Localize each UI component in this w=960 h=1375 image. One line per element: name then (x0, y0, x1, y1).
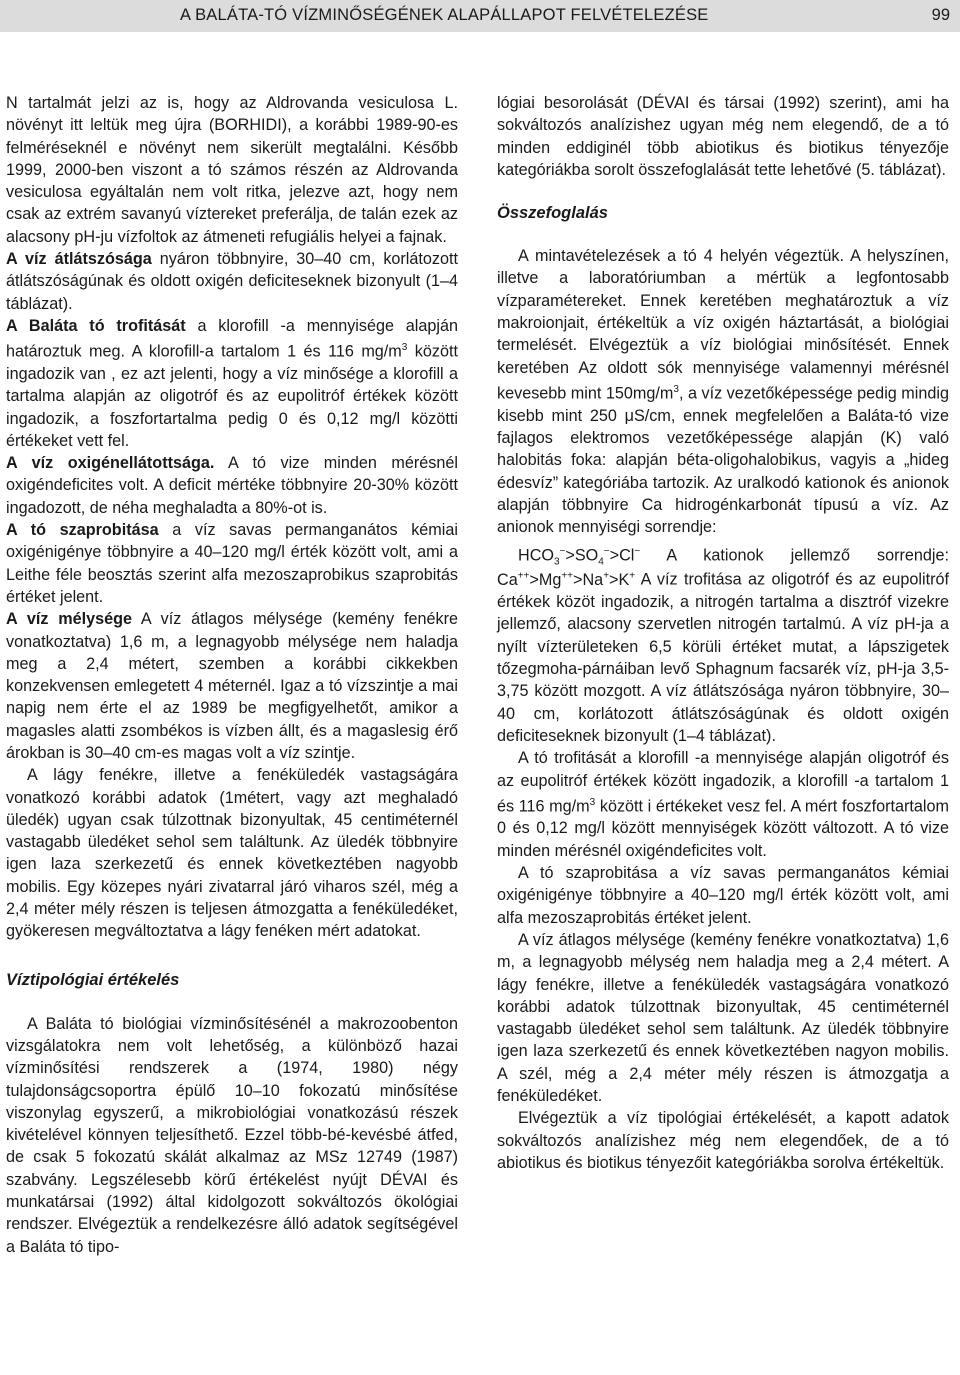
page-number: 99 (931, 6, 950, 24)
right-column (497, 92, 949, 1174)
left-column (6, 92, 458, 1258)
cation-order-formula: Ca++>Mg++>Na+>K+ (497, 570, 636, 589)
paragraph: A tó szaprobitása a víz savas permanganátos kémiai oxigénigénye többnyire a 40–120 mg/l érték között volt, ami a Leithe féle beosztás szerint alfa mezoszaprobikus szaprobitás értéket jelent. (6, 521, 458, 606)
paragraph: A víz oxigénellátottsága. A tó vize minden mérésnél oxigéndeficites volt. A deficit mértéke többnyire 20-30% között ingadozott, de néha meghaladta a 80%-ot is. (6, 454, 458, 517)
section-heading-osszefoglalas: Összefoglalás (497, 204, 608, 223)
anion-order-formula: $HCO_3^->SO_4^->Cl^-$ A kationok jellemző sorrendje: (518, 546, 949, 569)
running-title: A BALÁTA-TÓ VÍZMINŐSÉGÉNEK ALAPÁLLAPOT FELVÉTELEZÉSE (180, 6, 709, 24)
paragraph: A mintavételezések a tó 4 helyén végeztük. A helyszínen, illetve a laboratóriumban a mértük a legfontosabb vízparamétereket. Ennek keretében meghatároztuk a víz makroionjait, értékeltük a víz oxigén háztartását, a biológiai termelését. Elvégeztük a víz biológiai minősítését. Ennek keretében Az oldott sók mennyisége valamennyi mérésnél kevesebb mint $150mg/m^3$, a víz vezetőképessége pedig mindig kisebb mint 250 μS/cm, ennek megfelelően a Baláta-tó vize fajlagos elektromos vezetőképessége alapján (K) való halobitás foka: alapján béta-oligohalobikus, vagyis a „hideg édesvíz” kategóriába tartozik. Az uralkodó kationok és anionok alapján többnyire Ca hidrogénkarbonát típusú a víz. Az anionok mennyiségi sorrendje: $HCO_3^->SO_4^->Cl^-$ A kationok jellemző sorrendje: Ca++>Mg++>Na+>K+ A víz trofitása az oligotróf és az eupolitróf értékek közöt ingadozik, a nitrogén tartalma a disztróf vizekre jellemző, alacsony szervetlen nitrogén tartalmú. A víz pH-ja a nyílt vízterületeken 6,5 körüli értéket mutat, a lápszigetek tőzegmoha-párnáiban levő Sphagnum facsarék víz, pH-ja 3,5-3,75 között mozgott. A víz átlátszósága nyáron többnyire, 30–40 cm, korlátozott átlátszóságúnak és oldott oxigén deficiteseknek bizonyult (1–4 táblázat). (497, 247, 949, 745)
paragraph: A lágy fenékre, illetve a fenéküledék vastagságára vonatkozó korábbi adatok (1métert, vagy azt meghaladó üledék) ugyan csak túlzottnak bizonyultak, 45 centiméternél vastagabb üledéket sehol sem találtunk. Az üledék többnyire igen laza szerkezetű és ennek következtében nagyobb mobilis. Egy közepes nyári zivatarral járó viharos szél, még a 2,4 méter mély részen is teljesen átmozgatta a fenéküledéket, gyökeresen megváltoztatva a lágy fenéken mért adatokat. (6, 766, 458, 941)
section-heading-viztipologia: Víztipológiai értékelés (6, 970, 180, 989)
paragraph: A víz átlagos mélysége (kemény fenékre vonatkoztatva) 1,6 m, a legnagyobb mélység nem haladja meg a 2,4 métert. A lágy fenékre, illetve a fenéküledék vastagságára vonatkozó korábbi adatok túlzottnak bizonyultak, 45 centiméternél vastagabb üledéket sehol sem találtunk. Az üledék többnyire igen laza szerkezetű és ennek következtében nagyon mobilis. A szél, még a 2,4 méter mély részen is átmozgatja a fenéküledéket. (497, 930, 949, 1106)
paragraph: lógiai besorolását (DÉVAI és társai (1992) szerint), ami ha sokváltozós analízishez ugyan még nem elegendő, de a tó minden eddiginél több abiotikus és biotikus tényezője kategóriákba sorolt összefoglalását tette lehetővé (5. táblázat). (497, 94, 949, 179)
paragraph: A Baláta tó trofitását a klorofill -a mennyisége alapján határoztuk meg. A klorofill-a tartalom 1 és 116 $mg/m^3$ között ingadozik van , ez azt jelenti, hogy a víz minősége a klorofill a tartalma alapján az oligotróf és az eupolitróf értékek között ingadozik, a foszfortartalma pedig 0 és 0,12 mg/l közötti értékeket vett fel. (6, 316, 459, 450)
running-header (0, 0, 960, 32)
paragraph: A tó trofitását a klorofill -a mennyisége alapján oligotróf és az eupolitróf értékek között ingadozik, a klorofill -a tartalom 1 és 116 $mg/m^3$ között i értékeket vesz fel. A mért foszfortartalom 0 és 0,12 mg/l között mennyiségek között változott. A tó vize minden mérésnél oxigéndeficites volt. (497, 749, 949, 860)
paragraph: A víz átlátszósága nyáron többnyire, 30–40 cm, korlátozott átlátszóságúnak és oldott oxigén deficiteseknek bizonyult (1–4 táblázat). (6, 250, 459, 313)
paragraph: A tó szaprobitása a víz savas permanganátos kémiai oxigénigénye többnyire a 40–120 mg/l érték között volt, ami alfa mezoszaprobitás értéket jelent. (497, 864, 949, 927)
paragraph: Elvégeztük a víz tipológiai értékelését, a kapott adatok sokváltozós analízishez még nem elegendőek, de a tó abiotikus és biotikus tényezőit kategóriákba sorolva értékeltük. (497, 1109, 949, 1172)
paragraph: A víz mélysége A víz átlagos mélysége (kemény fenékre vonatkoztatva) 1,6 m, a legnagyobb mélysége nem haladja meg a 2,4 métert, szemben a korábbi cikkekben konzekvensen emlegetett 4 méternél. Igaz a tó vízszintje a mai napig nem érte el az 1989 be megfigyelhetőt, amikor a magasles alatti zsombékos is vízben állt, és a magaslesig érő árokban is 30–40 cm-es magas volt a víz szintje. (6, 610, 458, 762)
paragraph: N tartalmát jelzi az is, hogy az Aldrovanda vesiculosa L. növényt itt leltük meg újra (BORHIDI), a korábbi 1989-90-es felméréseknél e növényt nem sikerült megtalálni. Később 1999, 2000-ben viszont a tó számos részén az Aldrovanda vesiculosa egyáltalán nem volt ritka, jelezve azt, hogy nem csak az extrém savanyú víztereket preferálja, de talán ezek az alacsony pH-ju vízfoltok az átmeneti refugiális helyei a fajnak. (6, 94, 458, 246)
paragraph: A Baláta tó biológiai vízminősítésénél a makrozoobenton vizsgálatokra nem volt lehetőség, a különböző hazai vízminősítési rendszerek a (1974, 1980) négy tulajdonságcsoportra épülő 10–10 fokozatú minősítése viszonylag egyszerű, a mikrobiológiai vonatkozású részek kivételével könnyen teljesíthető. Ezzel több-bé-kevésbé átfed, de csak 5 fokozatú skálát alkalmaz az MSz 12749 (1987) szabvány. Legszélesebb körű értékelést nyújt DÉVAI és munkatársai (1992) által kidolgozott sokváltozós ökológiai rendszer. Elvégeztük a rendelkezésre álló adatok segítségével a Baláta tó tipo- (6, 1014, 458, 1256)
